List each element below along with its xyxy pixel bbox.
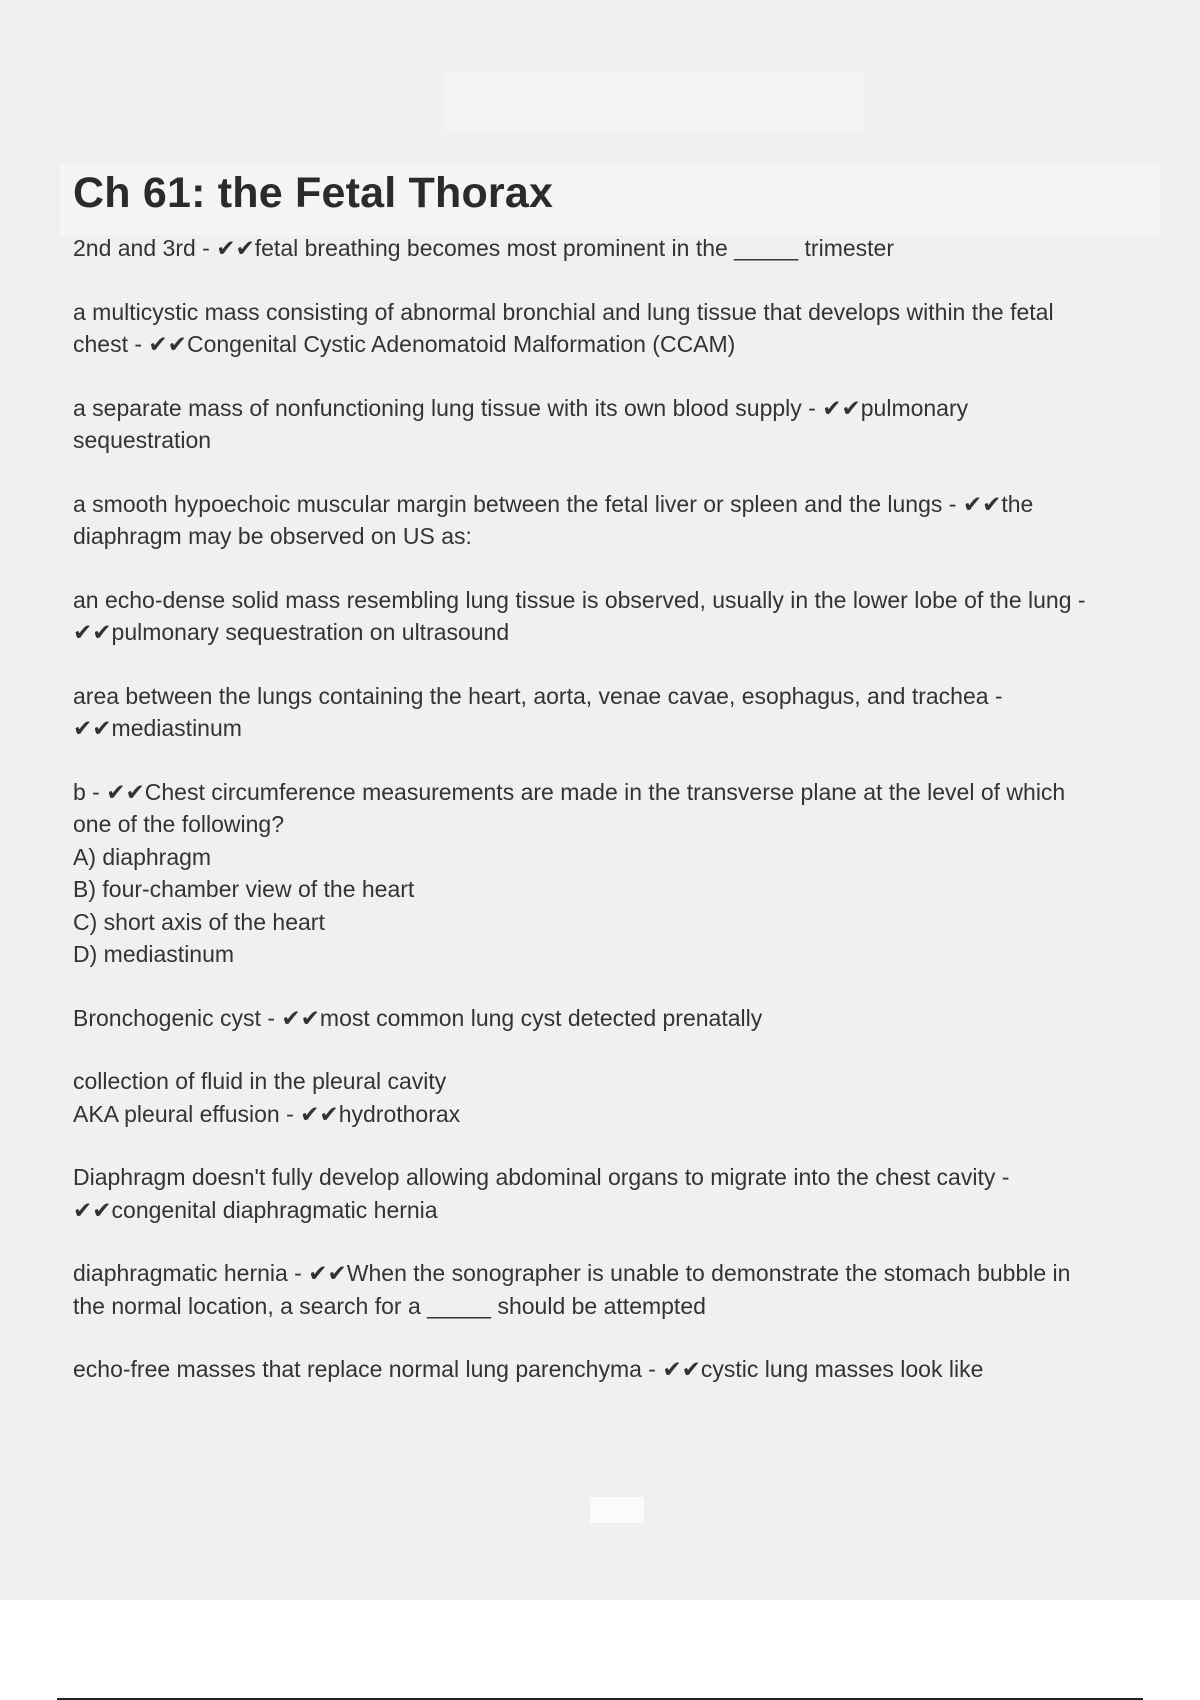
entry-line: chest - ✔✔Congenital Cystic Adenomatoid Malformation (CCAM) [73, 331, 736, 357]
entry-line: b - ✔✔Chest circumference measurements are made in the transverse plane at the level of which [73, 778, 1066, 805]
entry-line: 2nd and 3rd - ✔✔fetal breathing becomes most prominent in the _____ trimester [73, 235, 894, 261]
entry-line: Bronchogenic cyst - ✔✔most common lung cyst detected prenatally [73, 1004, 763, 1031]
page-title: Ch 61: the Fetal Thorax [73, 169, 554, 217]
entry-line: a separate mass of nonfunctioning lung tissue with its own blood supply - ✔✔pulmonary [73, 394, 969, 421]
flashcard-entry-8 [73, 1002, 1153, 1035]
entry-line: AKA pleural effusion - ✔✔hydrothorax [73, 1100, 461, 1127]
flashcard-entry-3 [73, 392, 1153, 457]
flashcard-entry-7 [73, 776, 1153, 971]
entry-line: ✔✔pulmonary sequestration on ultrasound [73, 619, 510, 645]
entry-line: sequestration [73, 427, 212, 453]
entry-line: collection of fluid in the pleural cavity [73, 1068, 447, 1094]
flashcard-entry-12 [73, 1353, 1153, 1386]
flashcard-entry-9 [73, 1065, 1153, 1130]
answer-option: A) diaphragm [73, 843, 212, 870]
header-placeholder [443, 72, 863, 130]
answer-option: D) mediastinum [73, 941, 235, 967]
document-content [73, 164, 1153, 1417]
page-marker [590, 1497, 644, 1523]
entry-line: echo-free masses that replace normal lung parenchyma - ✔✔cystic lung masses look like [73, 1356, 984, 1382]
entry-line: Diaphragm doesn't fully develop allowing abdominal organs to migrate into the chest cavity - [73, 1164, 1010, 1190]
entry-line: area between the lungs containing the heart, aorta, venae cavae, esophagus, and trachea - [73, 682, 1003, 709]
flashcard-entry-6 [73, 680, 1153, 745]
entry-line: an echo-dense solid mass resembling lung tissue is observed, usually in the lower lobe of the lung - [73, 586, 1086, 613]
answer-option: B) four-chamber view of the heart [73, 876, 415, 902]
flashcard-entry-5 [73, 584, 1153, 649]
entry-line: ✔✔congenital diaphragmatic hernia [73, 1196, 438, 1223]
entry-line: the normal location, a search for a _____ should be attempted [73, 1292, 706, 1319]
flashcard-entry-4 [73, 488, 1153, 553]
flashcard-entry-11 [73, 1257, 1153, 1322]
entry-line: diaphragmatic hernia - ✔✔When the sonographer is unable to demonstrate the stomach bubble in [73, 1260, 1071, 1286]
answer-option: C) short axis of the heart [73, 908, 325, 935]
entry-line: a multicystic mass consisting of abnormal bronchial and lung tissue that develops within the fetal [73, 298, 1054, 325]
entry-line: diaphragm may be observed on US as: [73, 523, 472, 549]
entry-line: ✔✔mediastinum [73, 715, 242, 741]
entry-line: one of the following? [73, 811, 284, 837]
flashcard-entry-1 [73, 232, 1153, 265]
entry-line: a smooth hypoechoic muscular margin between the fetal liver or spleen and the lungs - ✔✔the [73, 490, 1034, 517]
flashcard-entry-2 [73, 296, 1153, 361]
flashcard-entry-10 [73, 1161, 1153, 1226]
